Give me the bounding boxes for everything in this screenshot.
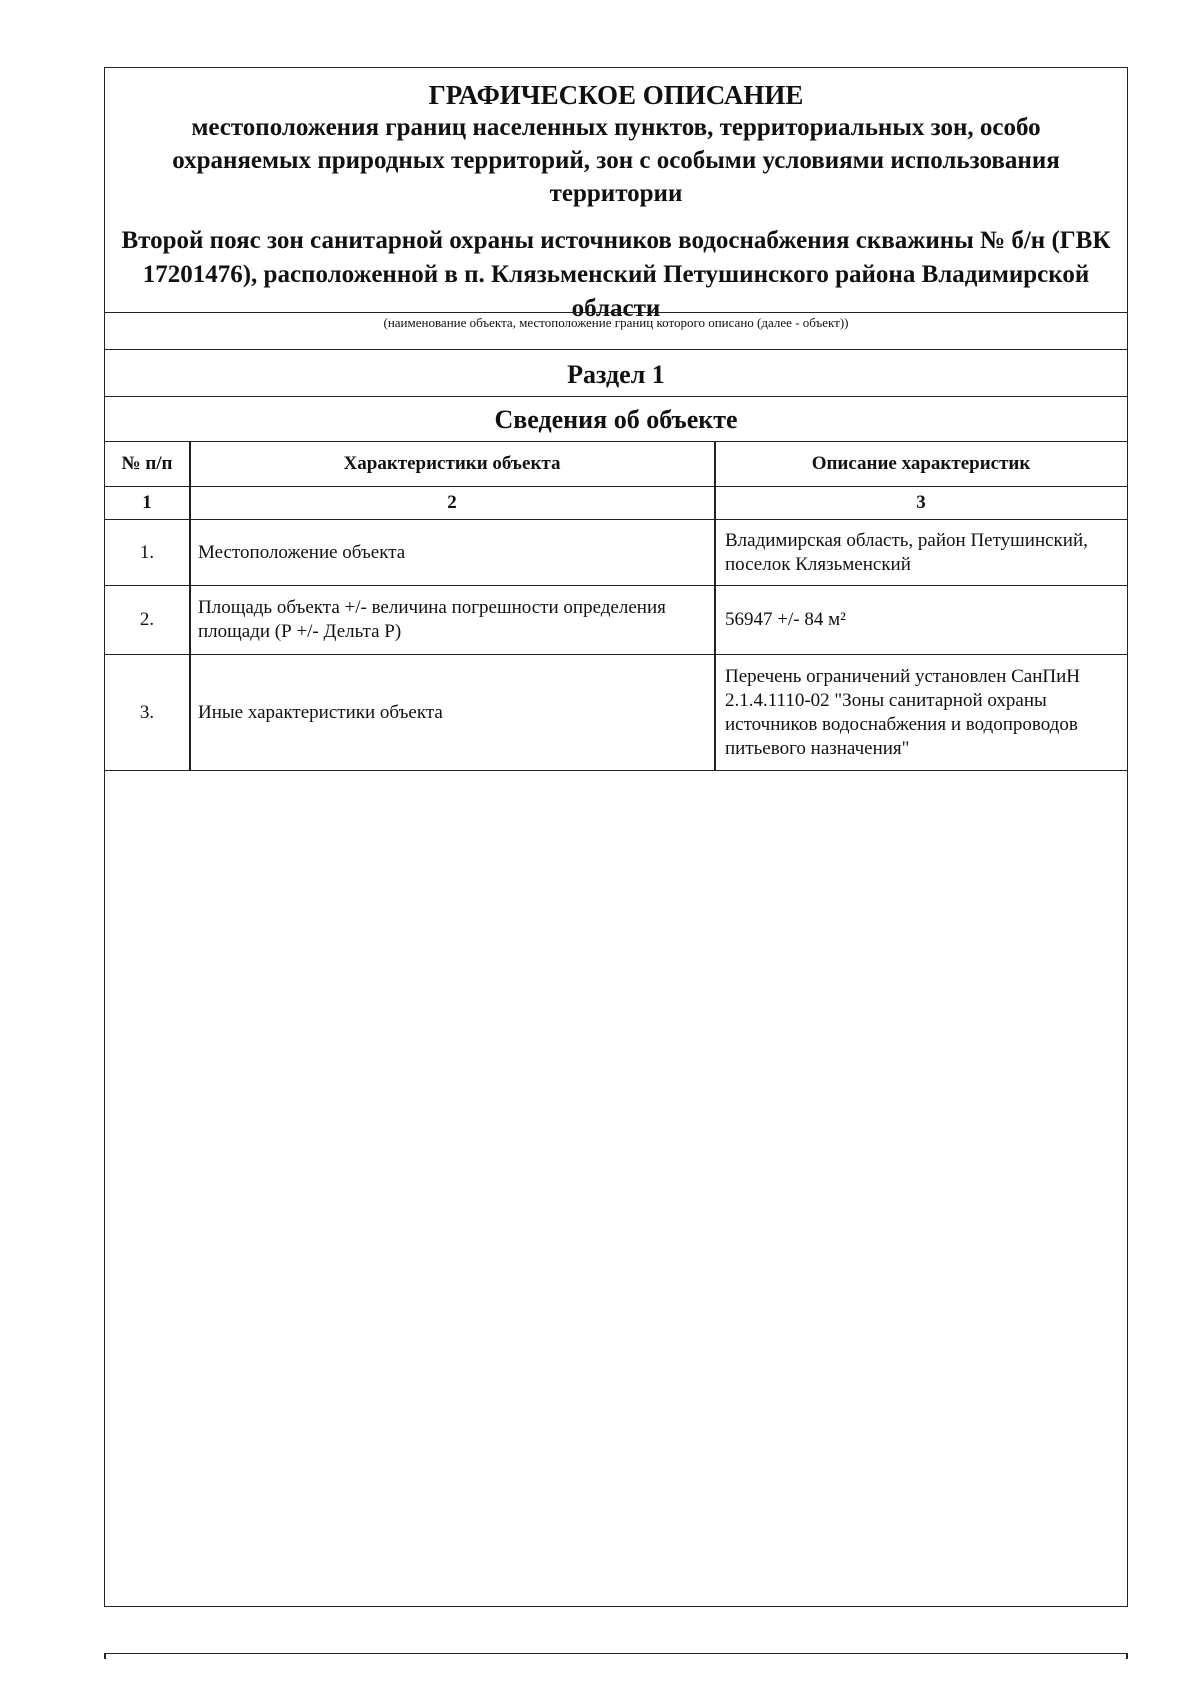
table-header-row xyxy=(105,441,1127,487)
object-caption: (наименование объекта, местоположение границ которого описано (далее - объект)) xyxy=(383,315,849,330)
column-divider xyxy=(715,441,716,771)
row-characteristic: Иные характеристики объекта xyxy=(190,655,715,770)
table-row xyxy=(105,655,1127,771)
table-column-number-row xyxy=(105,487,1127,520)
divider xyxy=(105,349,1127,350)
row-number: 2. xyxy=(105,586,190,654)
table-row xyxy=(105,586,1127,655)
column-header-num: № п/п xyxy=(105,441,190,486)
column-number: 1 xyxy=(105,487,190,519)
title-block xyxy=(105,68,1127,322)
row-characteristic: Площадь объекта +/- величина погрешности определения площади (Р +/- Дельта Р) xyxy=(190,586,715,654)
footer-rule-tick xyxy=(1126,1653,1128,1659)
column-header-characteristic: Характеристики объекта xyxy=(190,441,715,486)
row-description: 56947 +/- 84 м² xyxy=(725,609,846,630)
document-frame xyxy=(104,67,1128,1607)
column-divider xyxy=(190,441,191,771)
column-number: 3 xyxy=(916,492,926,513)
row-number: 3. xyxy=(105,655,190,770)
footer-rule-tick xyxy=(104,1653,106,1659)
row-description: Владимирская область, район Петушинский, поселок Клязьменский xyxy=(725,529,1088,575)
row-description: Перечень ограничений установлен СанПиН 2.1.4.1110-02 "Зоны санитарной охраны источников водоснабжения и водопроводов питьевого назначения" xyxy=(725,665,1080,759)
footer-rule xyxy=(104,1653,1128,1654)
row-number: 1. xyxy=(105,520,190,585)
table-row xyxy=(105,520,1127,586)
row-characteristic: Местоположение объекта xyxy=(190,520,715,585)
section-subtitle: Сведения об объекте xyxy=(494,405,738,434)
object-name: Второй пояс зон санитарной охраны источников водоснабжения скважины № б/н (ГВК 17201476), расположенной в п. Клязьменский Петушинского района Владимирской области xyxy=(121,227,1111,322)
document-subtitle: местоположения границ населенных пунктов, территориальных зон, особо охраняемых природных территорий, зон с особыми условиями использования территории xyxy=(172,114,1060,207)
section-title: Раздел 1 xyxy=(567,360,665,389)
column-header-description: Описание характеристик xyxy=(811,452,1031,474)
divider xyxy=(105,312,1127,313)
document-title: ГРАФИЧЕСКОЕ ОПИСАНИЕ xyxy=(428,80,804,110)
divider xyxy=(105,396,1127,397)
column-number: 2 xyxy=(190,487,715,519)
